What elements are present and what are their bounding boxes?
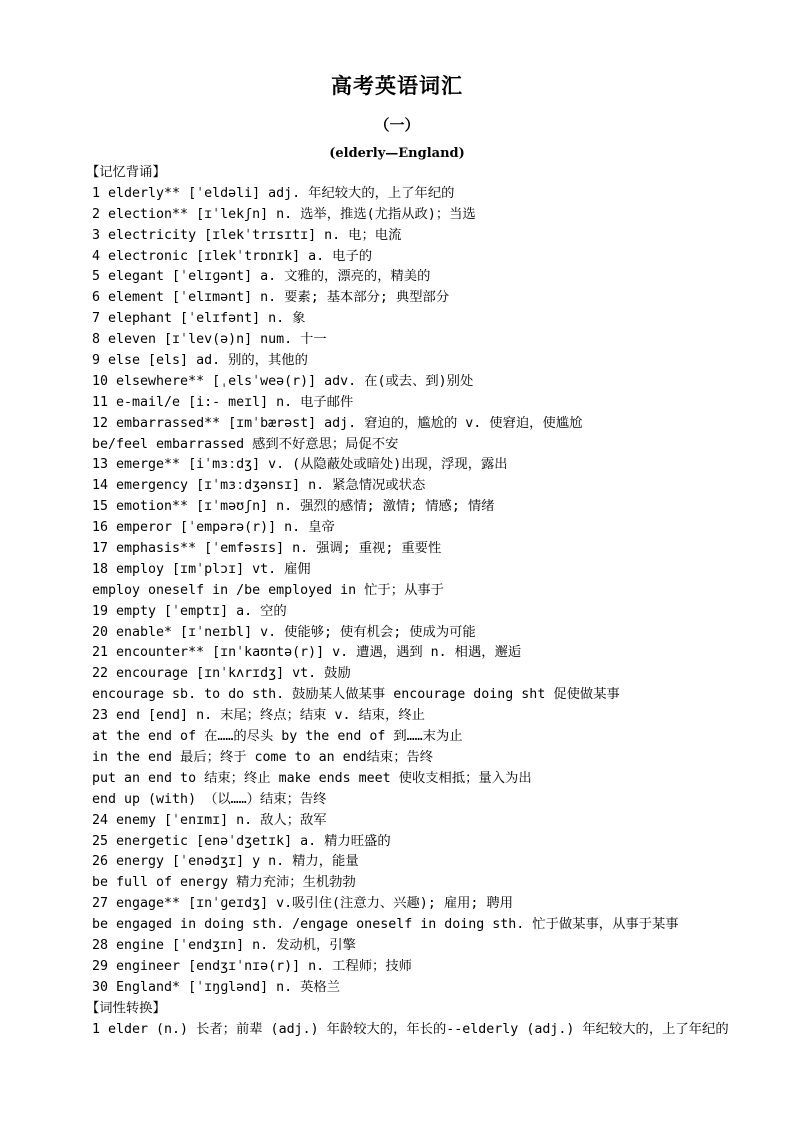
section-heading-memory: 【记忆背诵】	[86, 165, 166, 180]
word-range: (elderly—England)	[329, 146, 465, 161]
conversion-text: 1 elder (n.) 长者；前辈 (adj.) 年龄较大的，年长的--elderly (adj.) 年纪较大的，上了年纪的	[92, 1021, 729, 1037]
vocab-line: 8 eleven [ɪˈlev(ə)n] num. 十一	[92, 332, 327, 348]
vocab-line: 29 engineer [endʒɪˈnɪə(r)] n. 工程师；技师	[92, 958, 412, 974]
vocab-line: 24 enemy [ˈenɪmɪ] n. 敌人；敌军	[92, 812, 327, 828]
vocab-line: 9 else [els] ad. 别的，其他的	[92, 353, 308, 369]
vocab-line: 10 elsewhere** [ˌelsˈweə(r)] adv. 在(或去、到)别处	[92, 373, 474, 389]
phrase-line: be engaged in doing sth. /engage oneself in doing sth. 忙于做某事，从事于某事	[92, 917, 679, 933]
vocab-line: 17 emphasis** [ˈemfəsɪs] n. 强调; 重视; 重要性	[92, 541, 442, 557]
vocab-line: 2 election** [ɪˈlekʃn] n. 选举，推选(尤指从政)；当选	[92, 206, 476, 222]
vocab-line: 23 end [end] n. 末尾；终点；结束 v. 结束，终止	[92, 708, 425, 724]
vocab-line: 16 emperor [ˈempərə(r)] n. 皇帝	[92, 520, 335, 536]
vocab-line: 28 engine [ˈendʒɪn] n. 发动机，引擎	[92, 937, 356, 953]
vocab-line: 11 e-mail/e [i:- meɪl] n. 电子邮件	[92, 394, 354, 410]
vocab-line: 6 element [ˈelɪmənt] n. 要素; 基本部分; 典型部分	[92, 290, 450, 306]
vocab-line: 7 elephant [ˈelɪfənt] n. 象	[92, 311, 306, 327]
vocab-line: 20 enable* [ɪˈneɪbl] v. 使能够; 使有机会; 使成为可能	[92, 624, 476, 640]
page-title: 高考英语词汇	[331, 73, 463, 98]
section-heading-conversion: 【词性转换】	[86, 1000, 166, 1016]
vocab-line: 3 electricity [ɪlekˈtrɪsɪtɪ] n. 电；电流	[92, 227, 402, 243]
vocab-line: 4 electronic [ɪlekˈtrɒnɪk] a. 电子的	[92, 248, 373, 264]
vocab-line: 15 emotion** [ɪˈməʊʃn] n. 强烈的感情; 激情; 情感; 情绪	[92, 499, 495, 515]
document-body	[0, 163, 794, 1040]
vocab-line: 18 employ [ɪmˈplɔɪ] vt. 雇佣	[92, 561, 311, 577]
vocab-line: 30 England* [ˈɪŋɡlənd] n. 英格兰	[92, 979, 341, 995]
conversion-paragraph	[0, 1020, 794, 1041]
page-subtitle: （一）	[374, 116, 420, 134]
vocab-line: 19 empty [ˈemptɪ] a. 空的	[92, 603, 287, 619]
vocab-line: 13 emerge** [iˈmɜːdʒ] v. (从隐蔽处或暗处)出现，浮现，露出	[92, 457, 508, 473]
vocab-line: 1 elderly** [ˈeldəli] adj. 年纪较大的，上了年纪的	[92, 185, 455, 201]
vocab-line: 14 emergency [ɪˈmɜːdʒənsɪ] n. 紧急情况或状态	[92, 478, 426, 494]
vocab-line: 21 encounter** [ɪnˈkaʊntə(r)] v. 遭遇，遇到 n. 相遇，邂逅	[92, 645, 522, 661]
vocab-line: 12 embarrassed** [ɪmˈbærəst] adj. 窘迫的，尴尬的 v. 使窘迫，使尴尬	[92, 415, 583, 431]
vocab-line: 25 energetic [enəˈdʒetɪk] a. 精力旺盛的	[92, 833, 391, 849]
phrase-line: at the end of 在……的尽头 by the end of 到……末为止	[92, 729, 463, 745]
phrase-line: in the end 最后；终于 come to an end结束；告终	[92, 749, 434, 765]
phrase-line: be full of energy 精力充沛；生机勃勃	[92, 875, 356, 891]
phrase-line: encourage sb. to do sth. 鼓励某人做某事 encourage doing sht 促使做某事	[92, 687, 620, 703]
phrase-line: be/feel embarrassed 感到不好意思；局促不安	[92, 436, 399, 452]
vocab-line: 5 elegant [ˈelɪɡənt] a. 文雅的，漂亮的，精美的	[92, 269, 431, 285]
phrase-line: end up (with) （以……）结束；告终	[92, 791, 327, 807]
phrase-line: employ oneself in /be employed in 忙于；从事于	[92, 582, 444, 598]
vocab-line: 27 engage** [ɪnˈɡeɪdʒ] v.吸引住(注意力、兴趣); 雇用; 聘用	[92, 896, 514, 912]
phrase-line: put an end to 结束；终止 make ends meet 使收支相抵；量入为出	[92, 770, 532, 786]
vocab-line: 22 encourage [ɪnˈkʌrɪdʒ] vt. 鼓励	[92, 666, 351, 682]
vocab-line: 26 energy [ˈenədʒɪ] y n. 精力，能量	[92, 854, 359, 870]
